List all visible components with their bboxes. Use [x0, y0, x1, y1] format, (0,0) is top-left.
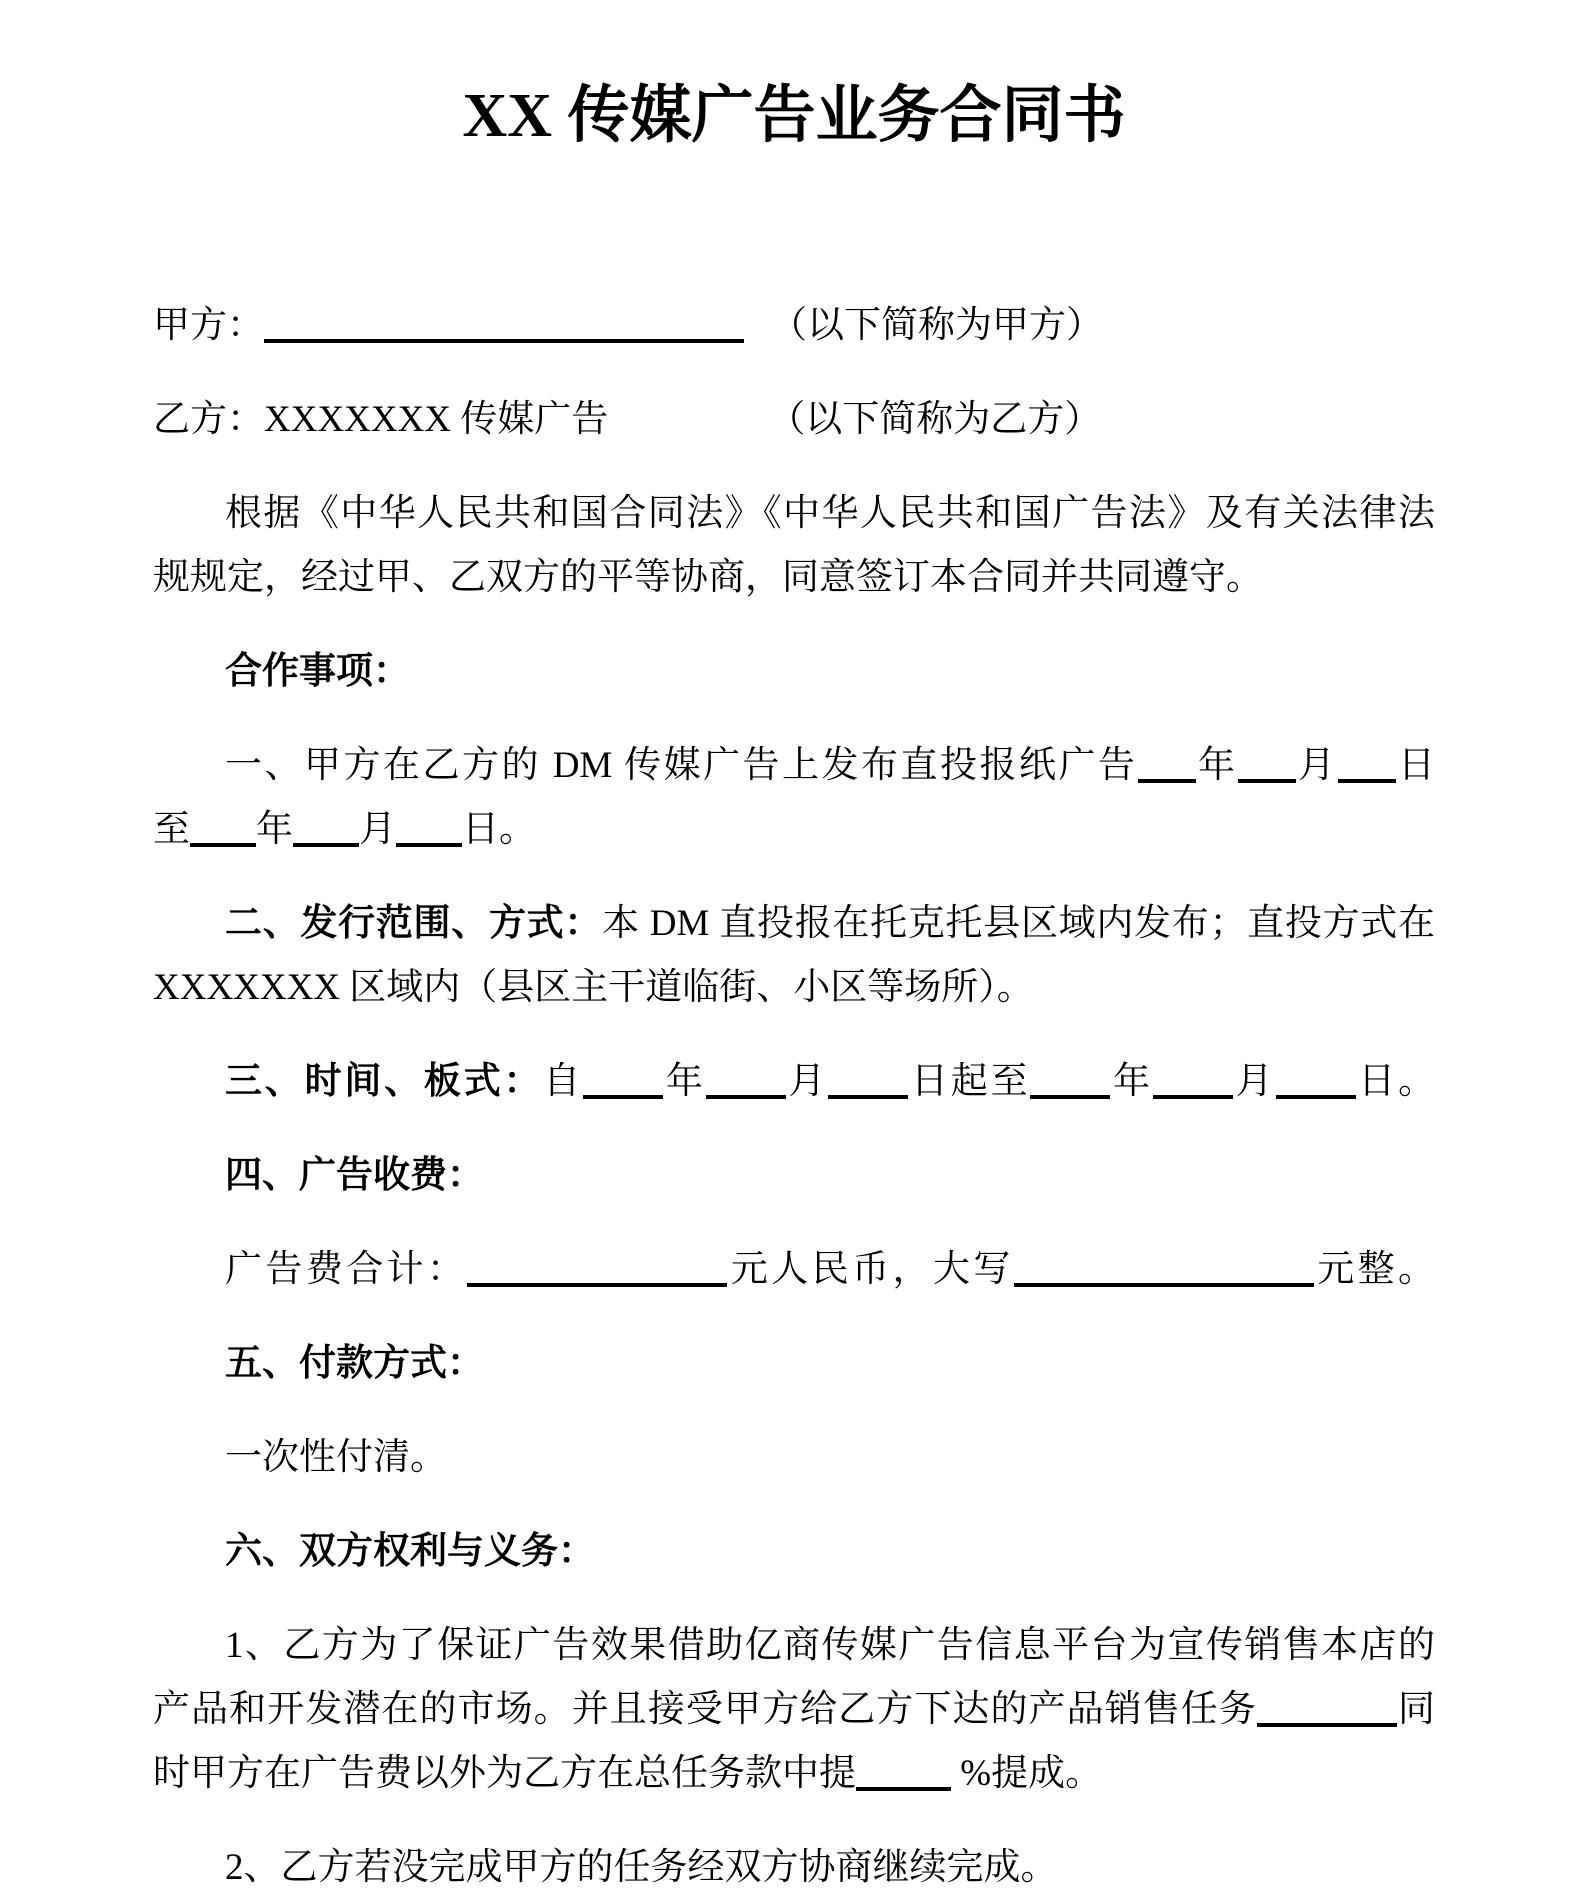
text-run: 至 [153, 809, 190, 850]
text-run: 乙方：XXXXXXX 传媒广告 [153, 399, 609, 440]
item-3-line [153, 1050, 1435, 1114]
item-1-paragraph [153, 734, 1435, 862]
fill-in-blank [1338, 779, 1396, 783]
item-6-2-line: 2、乙方若没完成甲方的任务经双方协商继续完成。 [225, 1847, 1058, 1888]
text-run: 日。 [1355, 1061, 1436, 1102]
fee-total-line [153, 1238, 1435, 1302]
text-run: （以下简称为甲方） [770, 305, 1103, 346]
text-run: 月 [359, 809, 396, 850]
text-run: 日起至 [908, 1061, 1031, 1102]
text-run: 一、甲方在乙方的 DM 传媒广告上发布直投报纸广告 [225, 745, 1138, 786]
text-run: 甲方： [153, 305, 264, 346]
fill-in-blank [396, 843, 462, 847]
party-b-line [153, 388, 1435, 452]
text-run: 日。 [462, 809, 536, 850]
text-run: 产品和开发潜在的市场。并且接受甲方给乙方下达的产品销售任务 [153, 1689, 1257, 1730]
text-run: 自 [543, 1061, 584, 1102]
text-run: 月 [1295, 745, 1338, 786]
text-run: 广告费合计： [225, 1249, 468, 1290]
item-2-line-2: XXXXXXX 区域内（县区主干道临街、小区等场所）。 [153, 967, 1034, 1008]
text-run: 年 [1195, 745, 1238, 786]
text-run: 年 [256, 809, 293, 850]
text-run: 元整。 [1313, 1249, 1436, 1290]
item-1-line-2 [153, 798, 1435, 862]
fill-in-blank [293, 843, 359, 847]
payment-heading: 五、付款方式： [225, 1343, 484, 1384]
contract-page [0, 76, 1587, 1895]
text-run: 月 [785, 1061, 829, 1102]
item-6-1-line-2 [153, 1678, 1435, 1742]
text-run: 时甲方在广告费以外为乙方在总任务款中提 [153, 1753, 856, 1794]
fill-in-blank [190, 843, 256, 847]
text-run: %提成。 [951, 1753, 1103, 1794]
item-2-line-1 [153, 892, 1435, 956]
contract-title: XX 传媒广告业务合同书 [462, 82, 1126, 150]
fill-in-blank [264, 339, 744, 343]
item-6-1-line-3 [153, 1742, 1435, 1806]
bold-text-run: 二、发行范围、方式： [225, 903, 603, 944]
fill-in-blank [1014, 1283, 1314, 1287]
item-6-1-line-1: 1、乙方为了保证广告效果借助亿商传媒广告信息平台为宣传销售本店的 [225, 1625, 1435, 1666]
fill-in-blank [706, 1095, 786, 1099]
fill-in-blank [1238, 779, 1296, 783]
preamble-line-2: 规规定，经过甲、乙双方的平等协商，同意签订本合同并共同遵守。 [153, 557, 1263, 598]
text-run: 年 [1110, 1061, 1153, 1102]
text-run: 年 [663, 1061, 706, 1102]
fill-in-blank [1276, 1095, 1356, 1099]
fill-in-blank [1138, 779, 1196, 783]
text-run: 日 [1395, 745, 1436, 786]
cooperation-heading: 合作事项： [225, 651, 410, 692]
text-run: 月 [1232, 1061, 1276, 1102]
party-a-line [153, 294, 1435, 358]
item-6-1-paragraph [153, 1614, 1435, 1806]
preamble-paragraph [153, 482, 1435, 610]
fill-in-blank [1153, 1095, 1233, 1099]
text-run: 本 DM 直投报在托克托县区域内发布；直投方式在 [602, 903, 1435, 944]
text-run: 元人民币，大写 [727, 1249, 1014, 1290]
fill-in-blank [828, 1095, 908, 1099]
fill-in-blank [583, 1095, 663, 1099]
fill-in-blank [856, 1787, 951, 1791]
fee-section-heading: 四、广告收费： [225, 1155, 484, 1196]
payment-line: 一次性付清。 [225, 1437, 447, 1478]
text-run: 同 [1396, 1689, 1436, 1730]
bold-text-run: 三、时间、板式： [225, 1061, 544, 1102]
item-1-line-1 [153, 734, 1435, 798]
text-run: （以下简称为乙方） [768, 399, 1102, 440]
preamble-line-1: 根据《中华人民共和国合同法》《中华人民共和国广告法》及有关法律法 [225, 493, 1435, 534]
fill-in-blank [467, 1283, 727, 1287]
fill-in-blank [1257, 1723, 1397, 1727]
item-2-paragraph [153, 892, 1435, 1020]
rights-heading: 六、双方权利与义务： [225, 1531, 595, 1572]
fill-in-blank [1030, 1095, 1110, 1099]
